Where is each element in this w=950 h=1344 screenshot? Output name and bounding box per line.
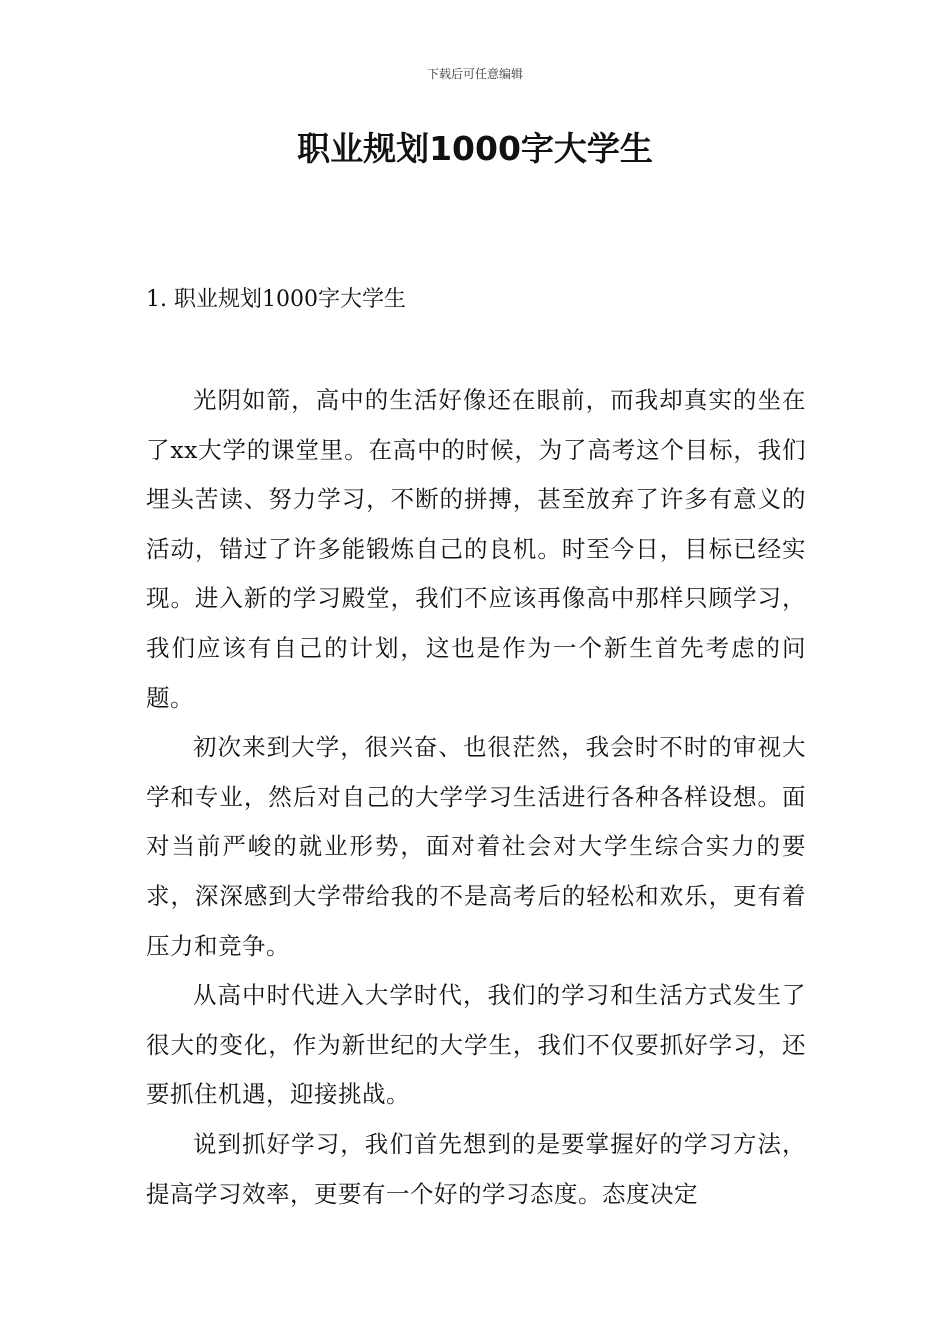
- paragraph: 从高中时代进入大学时代，我们的学习和生活方式发生了很大的变化，作为新世纪的大学生，我们不仅要抓好学习，还要抓住机遇，迎接挑战。: [146, 981, 806, 1109]
- section-heading: 1. 职业规划1000字大学生: [146, 287, 406, 312]
- paragraph: 光阴如箭，高中的生活好像还在眼前，而我却真实的坐在了xx大学的课堂里。在高中的时候，为了高考这个目标，我们埋头苦读、努力学习，不断的拼搏，甚至放弃了许多有意义的活动，错过了许多能锻炼自己的良机。时至今日，目标已经实现。进入新的学习殿堂，我们不应该再像高中那样只顾学习，我们应该有自己的计划，这也是作为一个新生首先考虑的问题。: [146, 386, 806, 712]
- paragraph: 说到抓好学习，我们首先想到的是要掌握好的学习方法，提高学习效率，更要有一个好的学习态度。态度决定: [146, 1129, 806, 1208]
- document-title: 职业规划1000字大学生: [297, 129, 653, 168]
- header-note: 下载后可任意编辑: [426, 67, 523, 81]
- paragraph: 初次来到大学，很兴奋、也很茫然，我会时不时的审视大学和专业，然后对自己的大学学习生活进行各种各样设想。面对当前严峻的就业形势，面对着社会对大学生综合实力的要求，深深感到大学带给我的不是高考后的轻松和欢乐，更有着压力和竞争。: [146, 733, 806, 960]
- document-body: [146, 376, 806, 1219]
